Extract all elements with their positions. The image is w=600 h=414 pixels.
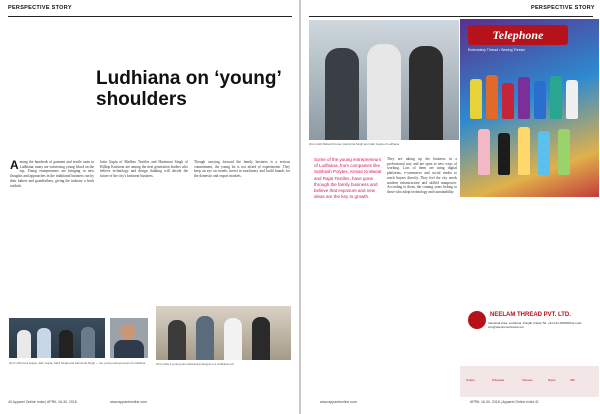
article-column: They are taking up the business in a professional way and are open to new ways of working. Lots of them are using digital platforms, e-commerce and social media to reach buyers directly. They feel the city needs modern infrastructure and skilled manpower. According to them, the coming years belong to those who adopt technology and sustainability. [387,157,457,194]
thread-spool [566,80,578,119]
dropcap: A [10,160,19,172]
ad-footer [460,366,599,397]
header-rule [309,16,593,17]
thread-spool [558,129,570,175]
ad-footer-item: Cotton [466,378,475,382]
thread-spool [498,133,510,175]
photo-caption: (From left) Mahesh Kumar, Harsimrat Singh and Jatin Gupta of Ludhiana [309,142,400,146]
ad-company-name: NEELAM THREAD PVT. LTD. [490,312,571,318]
thread-spool [538,131,550,175]
thread-spool [518,127,530,175]
team-photo [156,306,291,360]
article-column-2: Jatin Gupta of Madhav Textiles and Harsimrat Singh of Hilltop Knitwear are among the next generation leaders who believe technology and design thinking will decide the future of the city's knitwear business. [100,160,188,179]
ad-footer-item: Silk [570,378,575,382]
pull-quote: Some of the young entrepreneurs of Ludhiana, from companies like Subhash Polytex, Kesari Knitwear and Rajat Textiles, have gone through the family business and believe that exposure and new ideas are the key to growth. [314,157,382,200]
footer-url: www.apparelonline.com [110,400,147,404]
ad-footer-item: Polyester [492,378,505,382]
advertisement [460,19,599,397]
thread-spool [470,79,482,119]
page-footer: APRIL 16-30, 2018 | Apparel Online India 41 [470,400,539,404]
thread-spool [534,81,546,119]
photo-caption: (From left) A young team discussing designs in a Ludhiana unit [156,362,234,366]
thread-spool [478,129,490,175]
section-label: PERSPECTIVE STORY [8,5,72,11]
header-rule [8,16,292,17]
ad-footer-item: Nylon [548,378,556,382]
brand-logo: Telephone [468,25,568,45]
ad-tagline: Embroidery Thread • Sewing Thread [468,48,525,52]
thread-spool [518,77,530,119]
ad-address: Industrial Area, Ludhiana, Punjab (India) Tel: +91-161-0000000 E-mail: info@telephonethread.com [488,321,582,329]
people-photo [309,20,459,140]
photo-caption: (From left) Amit Gupta, Jatin Gupta, Sahil Singla and Harsimrat Singh — the young entrepreneurs of Ludhiana [9,361,146,365]
thread-spool [502,83,514,119]
left-page [0,0,299,414]
article-column-1 [10,160,94,312]
article-column-3: Though carrying forward the family business is a serious commitment, the young lot is not afraid of experiments. They keep an eye on trends, invest in machinery and build brands for the domestic and export markets. [194,160,290,179]
portrait-photo [110,318,148,358]
thread-spool [486,75,498,119]
group-photo [9,318,105,358]
thread-spool [550,76,562,119]
ad-footer-item: Viscose [522,378,533,382]
page-footer: 40 Apparel Online India | APRIL 16-30, 2018 [8,400,77,404]
page-title: Ludhiana on ‘young’ shoulders [96,68,281,110]
section-label: PERSPECTIVE STORY [531,5,595,11]
footer-url: www.apparelonline.com [320,400,357,404]
article-text: mong the hundreds of garment and textile units in Ludhiana, many are witnessing young blood on the top. Young entrepreneurs are bringing in new thoughts and approaches in the traditional business run by their fathers and grandfathers, giving the industry a fresh outlook. [10,160,94,188]
ad-thread-visual [460,19,599,197]
company-logo-icon [468,311,486,329]
